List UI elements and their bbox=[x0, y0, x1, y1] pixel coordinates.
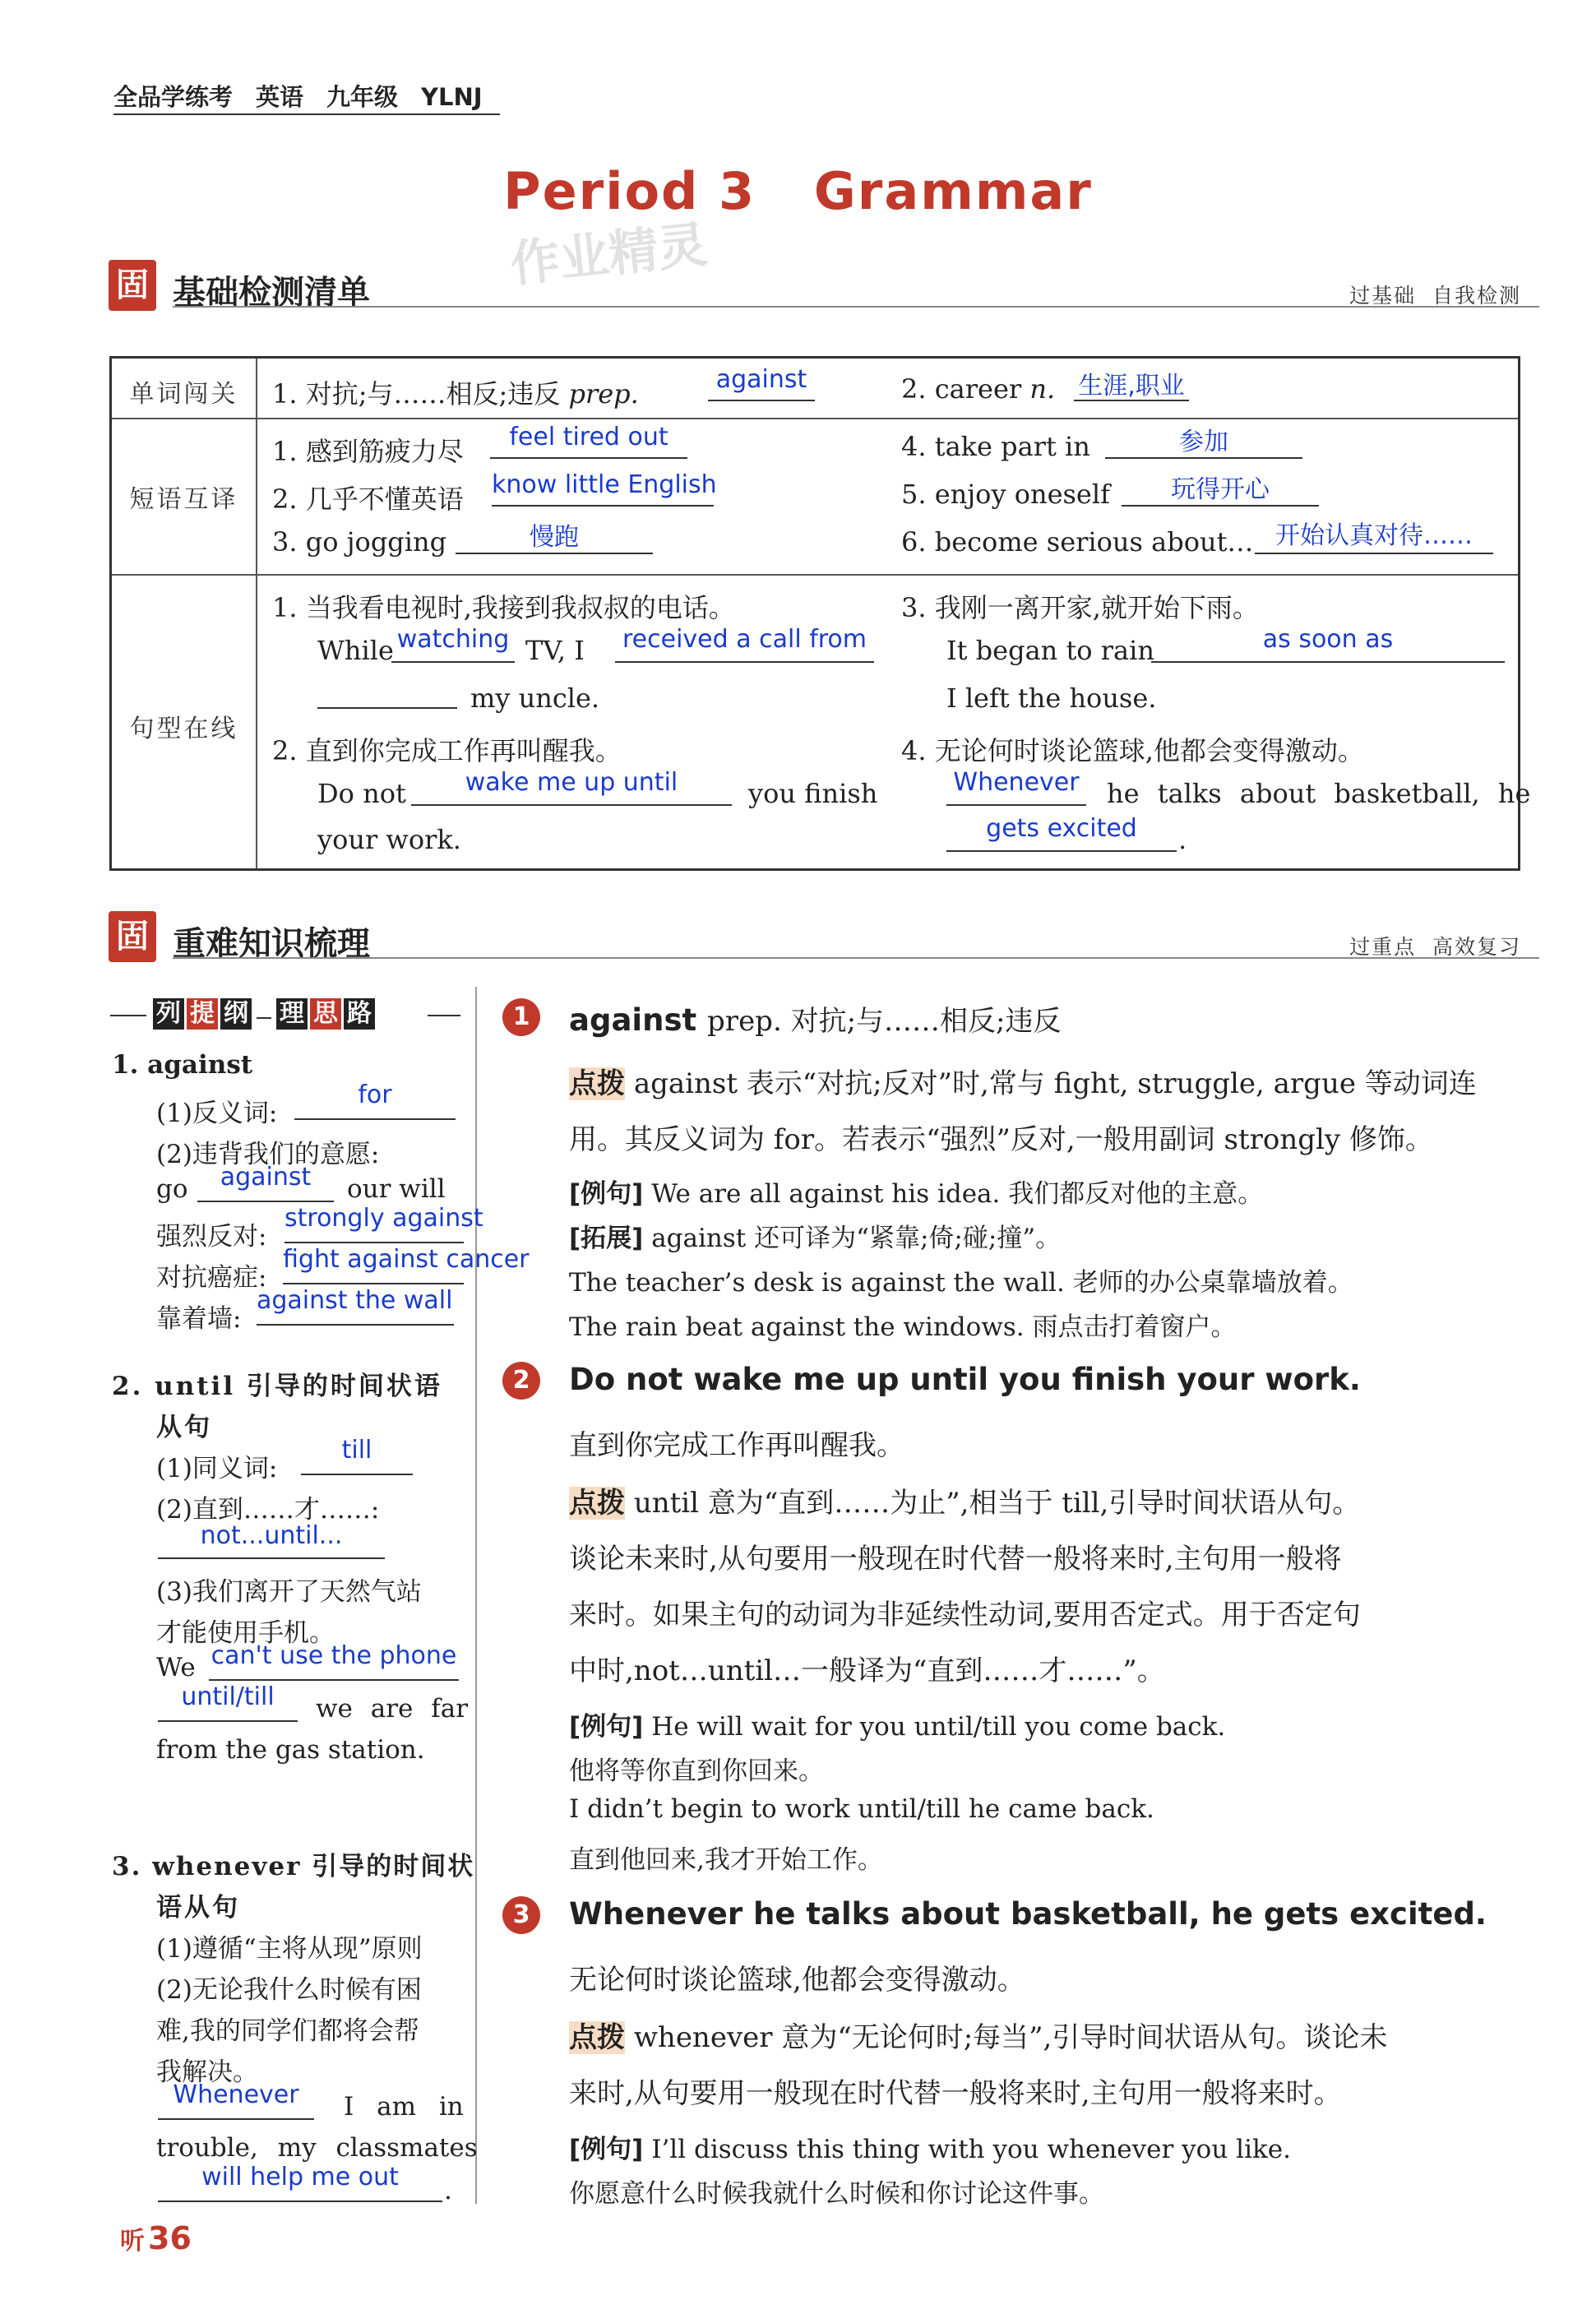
text: from the gas station. bbox=[156, 1735, 425, 1765]
example-text: I’ll discuss this thing with you whenever you like. bbox=[651, 2135, 1291, 2164]
sentence-1-cn bbox=[272, 587, 735, 625]
answer-line bbox=[946, 850, 1177, 852]
tip-line bbox=[569, 2015, 1387, 2055]
answer: gets excited bbox=[986, 814, 1137, 843]
sentence-4-cn bbox=[901, 730, 1364, 768]
answer: watching bbox=[396, 625, 510, 654]
word-q2 bbox=[901, 373, 1055, 405]
point-number: 3 bbox=[502, 1896, 540, 1934]
answer: strongly against bbox=[285, 1204, 483, 1233]
q-num: 3. bbox=[901, 592, 927, 623]
row-label-phrases: 短语互译 bbox=[129, 485, 238, 514]
extension-line bbox=[569, 1217, 1061, 1254]
basic-check-table bbox=[109, 356, 1531, 871]
section-title: 基础检测清单 bbox=[173, 274, 370, 312]
tip-text: against 表示“对抗;反对”时,常与 fight, struggle, argue 等动词连 bbox=[633, 1067, 1477, 1100]
answer-line bbox=[492, 505, 714, 507]
q-num: 4. bbox=[901, 431, 927, 462]
row-label-sentences: 句型在线 bbox=[129, 715, 238, 743]
phrase-q1 bbox=[272, 431, 464, 469]
box-char: 纲 bbox=[220, 998, 252, 1030]
tip-key: 点拨 bbox=[569, 2021, 625, 2054]
answer-line bbox=[158, 1720, 298, 1722]
rule bbox=[110, 1015, 146, 1016]
answer: received a call from bbox=[622, 625, 867, 654]
answer: 参加 bbox=[1179, 428, 1228, 456]
section-title: 重难知识梳理 bbox=[173, 925, 370, 963]
box-char: 路 bbox=[344, 998, 375, 1030]
answer-line bbox=[158, 1557, 385, 1559]
answer-line bbox=[1255, 553, 1493, 554]
answer: feel tired out bbox=[509, 423, 668, 451]
section-tag: 过基础 自我检测 bbox=[1349, 284, 1521, 308]
text: our will bbox=[347, 1174, 446, 1204]
q-num: 1. bbox=[272, 592, 298, 623]
example-line bbox=[569, 2128, 1291, 2165]
text: TV, I bbox=[525, 635, 585, 666]
header-divider bbox=[113, 113, 500, 115]
text: your work. bbox=[317, 824, 461, 855]
extension-key: [拓展] bbox=[569, 1224, 644, 1253]
section-icon: 固 bbox=[109, 911, 156, 962]
tip-text: until 意为“直到……为止”,相当于 till,引导时间状语从句。 bbox=[633, 1487, 1361, 1520]
answer-line bbox=[946, 804, 1086, 806]
extension-text: against 还可译为“紧靠;倚;碰;撞”。 bbox=[651, 1224, 1062, 1253]
answer-line bbox=[158, 2201, 442, 2202]
q-prompt: enjoy oneself bbox=[934, 479, 1110, 510]
answer: 生涯,职业 bbox=[1078, 372, 1185, 400]
phrase-q6 bbox=[901, 526, 1253, 558]
example-line: The teacher’s desk is against the wall. 老师的办公桌靠墙放着。 bbox=[569, 1268, 1353, 1298]
q-cn: 直到你完成工作再叫醒我。 bbox=[305, 735, 622, 766]
example-cn: 直到他回来,我才开始工作。 bbox=[569, 1845, 883, 1875]
tip-line: 来时。如果主句的动词为非延续性动词,要用否定式。用于否定句 bbox=[569, 1599, 1361, 1631]
outline-item-title: 2. until 引导的时间状语 bbox=[112, 1372, 442, 1401]
answer: for bbox=[358, 1081, 392, 1109]
word-q1 bbox=[272, 373, 639, 411]
text: 难,我的同学们都将会帮 bbox=[156, 2016, 419, 2046]
tip-line: 中时,not…until…一般译为“直到……才……”。 bbox=[569, 1654, 1165, 1687]
answer: will help me out bbox=[201, 2163, 399, 2191]
answer-line bbox=[1151, 661, 1505, 663]
outline-title bbox=[153, 998, 377, 1030]
q-cn: 无论何时谈论篮球,他都会变得激动。 bbox=[934, 735, 1364, 766]
text: (1)同义词: bbox=[156, 1454, 278, 1483]
text: (2)直到……才……: bbox=[156, 1495, 380, 1525]
example-key: [例句] bbox=[569, 2135, 644, 2164]
box-char: 列 bbox=[153, 998, 184, 1030]
text: (1)遵循“主将从现”原则 bbox=[156, 1934, 423, 1964]
answer-line bbox=[411, 804, 732, 806]
text: I am in bbox=[344, 2092, 464, 2122]
answer: as soon as bbox=[1262, 625, 1394, 654]
answer: Whenever bbox=[173, 2080, 299, 2109]
answer-line bbox=[285, 1242, 464, 1243]
answer-line bbox=[197, 1201, 334, 1202]
text: . bbox=[1178, 824, 1187, 855]
q-cn: 我刚一离开家,就开始下雨。 bbox=[934, 592, 1259, 623]
phrase-q5 bbox=[901, 479, 1110, 510]
text: It began to rain bbox=[946, 635, 1154, 666]
q-prompt: 感到筋疲力尽 bbox=[305, 436, 464, 467]
example-line: I didn’t begin to work until/till he came back. bbox=[569, 1794, 1154, 1824]
text: (1)反义词: bbox=[156, 1099, 278, 1128]
text: he talks about basketball, he bbox=[1107, 778, 1531, 809]
edition: YLNJ bbox=[421, 83, 483, 111]
answer-line bbox=[158, 2118, 314, 2120]
phrase-q3 bbox=[272, 526, 446, 558]
answer: until/till bbox=[181, 1682, 275, 1711]
text: . bbox=[444, 2176, 452, 2205]
point-heading bbox=[569, 998, 1061, 1039]
text: (2)无论我什么时候有困 bbox=[156, 1975, 422, 2005]
point-heading: Do not wake me up until you finish your work. bbox=[569, 1362, 1361, 1397]
text: (3)我们离开了天然气站 bbox=[156, 1577, 422, 1607]
answer-line bbox=[1105, 457, 1302, 459]
box-char: 理 bbox=[276, 998, 308, 1030]
table-divider bbox=[112, 418, 1518, 419]
q-num: 6. bbox=[901, 526, 927, 558]
heading-word: against bbox=[569, 1002, 697, 1038]
answer: Whenever bbox=[953, 768, 1080, 797]
text: 强烈反对: bbox=[156, 1222, 267, 1252]
rule bbox=[257, 1017, 271, 1019]
answer: know little English bbox=[492, 470, 717, 499]
page-number-value: 36 bbox=[148, 2220, 192, 2256]
answer-line bbox=[1074, 400, 1189, 401]
example-line: The rain beat against the windows. 雨点击打着窗户。 bbox=[569, 1312, 1237, 1342]
section-icon: 固 bbox=[109, 260, 156, 311]
footer-label: 听 bbox=[120, 2227, 145, 2256]
tip-line: 用。其反义词为 for。若表示“强烈”反对,一般用副词 strongly 修饰。 bbox=[569, 1123, 1433, 1156]
answer: 开始认真对待…… bbox=[1275, 521, 1473, 550]
text: Do not bbox=[317, 778, 406, 809]
example-line bbox=[569, 1173, 1263, 1210]
q-num: 1. bbox=[272, 436, 298, 467]
text: 对抗癌症: bbox=[156, 1263, 267, 1293]
answer-line bbox=[708, 400, 815, 401]
point-number: 2 bbox=[502, 1362, 540, 1400]
watermark: 作业精灵 bbox=[507, 215, 710, 294]
outline-item-title: 1. against bbox=[112, 1050, 253, 1080]
q-prompt: 对抗;与……相反;违反 bbox=[305, 378, 561, 410]
answer: not...until... bbox=[200, 1521, 343, 1550]
example-key: [例句] bbox=[569, 1179, 644, 1209]
answer: against bbox=[715, 365, 807, 394]
example-cn: 你愿意什么时候我就什么时候和你讨论这件事。 bbox=[569, 2179, 1104, 2209]
example-cn: 他将等你直到你回来。 bbox=[569, 1756, 824, 1786]
tip-line: 谈论未来时,从句要用一般现在时代替一般将来时,主句用一般将 bbox=[569, 1543, 1342, 1576]
q-prompt: become serious about… bbox=[934, 526, 1254, 558]
outline-header bbox=[110, 998, 460, 1031]
text: While bbox=[317, 635, 394, 666]
q-num: 2. bbox=[272, 735, 298, 766]
answer-line bbox=[456, 553, 653, 554]
answer: against bbox=[220, 1163, 312, 1192]
row-label-words: 单词闯关 bbox=[129, 380, 238, 409]
outline-item-title: 3. whenever 引导的时间状 bbox=[112, 1852, 475, 1881]
outline-item-title: 语从句 bbox=[156, 1893, 240, 1923]
point-heading: Whenever he talks about basketball, he gets excited. bbox=[569, 1896, 1487, 1932]
table-divider bbox=[256, 359, 257, 868]
rule bbox=[428, 1015, 460, 1016]
section-key-points bbox=[109, 911, 1521, 969]
answer: wake me up until bbox=[465, 768, 678, 797]
answer-line bbox=[1122, 505, 1319, 507]
answer-line bbox=[317, 707, 457, 709]
grade: 九年级 bbox=[326, 83, 399, 111]
text: 才能使用手机。 bbox=[156, 1618, 335, 1648]
answer-line bbox=[283, 1283, 464, 1284]
outline-item-title: 从句 bbox=[156, 1413, 212, 1442]
tip-line: 来时,从句要用一般现在时代替一般将来时,主句用一般将来时。 bbox=[569, 2077, 1342, 2110]
answer-line bbox=[615, 661, 874, 663]
phrase-q2 bbox=[272, 479, 464, 516]
example-text: We are all against his idea. 我们都反对他的主意。 bbox=[651, 1179, 1264, 1209]
text: trouble, my classmates bbox=[156, 2133, 478, 2163]
section-tag: 过重点 高效复习 bbox=[1349, 935, 1521, 959]
answer-line bbox=[209, 1679, 459, 1681]
text: (2)违背我们的意愿: bbox=[156, 1140, 380, 1169]
subject: 英语 bbox=[256, 83, 304, 111]
q-num: 1. bbox=[272, 378, 298, 410]
q-prompt: go jogging bbox=[305, 526, 447, 558]
answer-line bbox=[257, 1324, 454, 1326]
point-number: 1 bbox=[502, 998, 540, 1036]
sentence-3-cn bbox=[901, 587, 1259, 625]
tip-key: 点拨 bbox=[569, 1067, 625, 1100]
answer-line bbox=[301, 1474, 413, 1475]
heading-rest: prep. 对抗;与……相反;违反 bbox=[707, 1005, 1062, 1038]
section-basic-check bbox=[109, 260, 1521, 317]
box-char: 提 bbox=[187, 998, 218, 1030]
answer: against the wall bbox=[257, 1286, 453, 1315]
answer-line bbox=[490, 457, 687, 459]
text: 靠着墙: bbox=[156, 1304, 242, 1334]
q-pos: prep. bbox=[568, 378, 639, 410]
text: my uncle. bbox=[470, 683, 600, 714]
example-key: [例句] bbox=[569, 1712, 644, 1742]
answer-line bbox=[294, 1118, 456, 1120]
q-cn: 当我看电视时,我接到我叔叔的电话。 bbox=[305, 592, 735, 623]
answer: fight against cancer bbox=[283, 1245, 530, 1274]
example-line bbox=[569, 1705, 1225, 1742]
tip-line bbox=[569, 1061, 1477, 1101]
q-pos: n. bbox=[1029, 373, 1056, 405]
answer: till bbox=[341, 1436, 372, 1465]
example-text: He will wait for you until/till you come back. bbox=[651, 1712, 1226, 1742]
translation: 直到你完成工作再叫醒我。 bbox=[569, 1429, 904, 1462]
book-header bbox=[113, 79, 506, 113]
section-rule bbox=[173, 957, 1539, 959]
column-divider bbox=[475, 987, 477, 2204]
q-num: 4. bbox=[901, 735, 927, 766]
text: We bbox=[156, 1653, 196, 1682]
q-num: 5. bbox=[901, 479, 927, 510]
text: you finish bbox=[748, 778, 878, 809]
q-num: 2. bbox=[272, 484, 298, 515]
q-num: 2. bbox=[901, 373, 927, 405]
series-name: 全品学练考 bbox=[113, 83, 234, 111]
tip-key: 点拨 bbox=[569, 1487, 625, 1520]
answer: 玩得开心 bbox=[1171, 475, 1270, 504]
q-num: 3. bbox=[272, 526, 298, 558]
box-char: 思 bbox=[310, 998, 341, 1030]
translation: 无论何时谈论篮球,他都会变得激动。 bbox=[569, 1964, 1025, 1997]
tip-text: whenever 意为“无论何时;每当”,引导时间状语从句。谈论未 bbox=[633, 2021, 1388, 2054]
table-divider bbox=[112, 574, 1518, 576]
page-number bbox=[120, 2220, 192, 2256]
section-rule bbox=[173, 306, 1539, 308]
answer: 慢跑 bbox=[530, 523, 579, 552]
q-prompt: 几乎不懂英语 bbox=[305, 484, 464, 515]
q-prompt: career bbox=[934, 373, 1022, 405]
text: I left the house. bbox=[946, 683, 1157, 714]
phrase-q4 bbox=[901, 431, 1090, 462]
tip-line bbox=[569, 1480, 1360, 1520]
text: 我解决。 bbox=[156, 2057, 258, 2087]
answer: can't use the phone bbox=[210, 1641, 457, 1670]
q-prompt: take part in bbox=[934, 431, 1090, 462]
page-title: Period 3 Grammar bbox=[503, 161, 1093, 221]
text: we are far bbox=[316, 1694, 469, 1724]
answer-line bbox=[391, 661, 515, 663]
text: go bbox=[156, 1174, 188, 1204]
sentence-2-cn bbox=[272, 730, 622, 768]
